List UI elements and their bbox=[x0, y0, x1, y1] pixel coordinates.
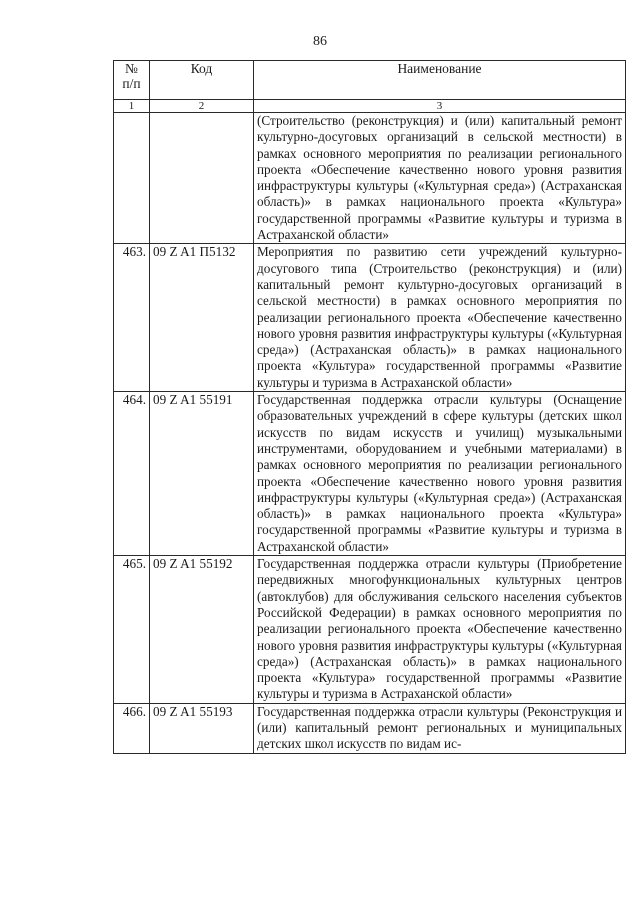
column-index-row bbox=[114, 100, 626, 113]
column-index-1: 1 bbox=[114, 100, 150, 113]
row-name: Мероприятия по развитию сети учреждений культурно-досугового типа (Строительство (реконструкция) и (или) капитальный ремонт культурно-досуговых организаций в сельской местности) в рамках основного мероприятия по реализации регионального проекта «Обеспечение качественно нового уровня развития инфраструктуры культуры («Культурная среда») (Астраханская область)» в рамках национального проекта «Культура» государственной программы «Развитие культуры и туризма в Астраханской области» bbox=[254, 244, 626, 392]
table-header-row bbox=[114, 61, 626, 100]
table-row bbox=[114, 113, 626, 244]
table-row bbox=[114, 556, 626, 704]
column-index-2: 2 bbox=[150, 100, 254, 113]
row-code: 09 Z A1 55191 bbox=[150, 392, 254, 556]
table-row bbox=[114, 703, 626, 753]
row-code: 09 Z A1 55192 bbox=[150, 556, 254, 704]
header-code: Код bbox=[150, 61, 254, 100]
row-name: Государственная поддержка отрасли культуры (Приобретение передвижных многофункциональных культурных центров (автоклубов) для обслуживания сельского населения субъектов Российской Федерации) в рамках основного мероприятия по реализации регионального проекта «Обеспечение качественно нового уровня развития инфраструктуры культуры («Культурная среда») (Астраханская область)» в рамках национального проекта «Культура» государственной программы «Развитие культуры и туризма в Астраханской области» bbox=[254, 556, 626, 704]
row-name: Государственная поддержка отрасли культуры (Оснащение образовательных учреждений в сфере культуры (детских школ искусств по видам искусств и училищ) музыкальными инструментами, оборудованием и учебными материалами) в рамках основного мероприятия по реализации регионального проекта «Обеспечение качественно нового уровня развития инфраструктуры культуры («Культурная среда») (Астраханская область)» в рамках национального проекта «Культура» государственной программы «Развитие культуры и туризма в Астраханской области» bbox=[254, 392, 626, 556]
header-number: № п/п bbox=[114, 61, 150, 100]
classification-table bbox=[113, 60, 626, 754]
page-number: 86 bbox=[313, 34, 327, 49]
row-number: 464. bbox=[114, 392, 150, 556]
row-name: (Строительство (реконструкция) и (или) капитальный ремонт культурно-досуговых организаций в сельской местности) в рамках основного мероприятия по реализации регионального проекта «Обеспечение качественно нового уровня развития инфраструктуры культуры («Культурная среда») (Астраханская область)» в рамках национального проекта «Культура» государственной программы «Развитие культуры и туризма в Астраханской области» bbox=[254, 113, 626, 244]
column-index-3: 3 bbox=[254, 100, 626, 113]
row-number: 463. bbox=[114, 244, 150, 392]
row-number: 465. bbox=[114, 556, 150, 704]
row-code: 09 Z A1 55193 bbox=[150, 703, 254, 753]
row-code bbox=[150, 113, 254, 244]
row-name: Государственная поддержка отрасли культуры (Реконструкция и (или) капитальный ремонт региональных и муниципальных детских школ искусств по видам ис- bbox=[254, 703, 626, 753]
table-row bbox=[114, 392, 626, 556]
header-name: Наименование bbox=[254, 61, 626, 100]
row-number bbox=[114, 113, 150, 244]
row-number: 466. bbox=[114, 703, 150, 753]
row-code: 09 Z A1 П5132 bbox=[150, 244, 254, 392]
table-row bbox=[114, 244, 626, 392]
